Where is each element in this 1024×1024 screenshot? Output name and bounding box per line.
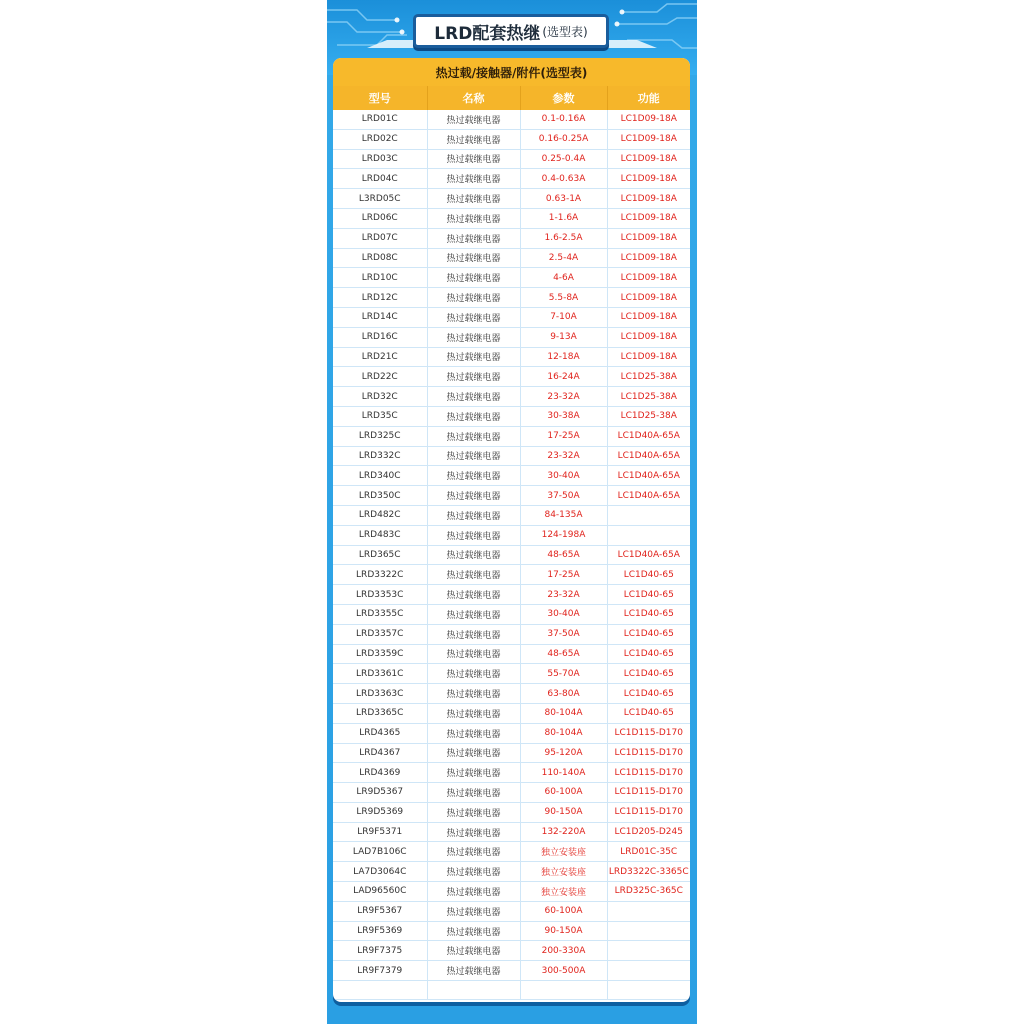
table-row [333, 624, 690, 644]
cell-model: LRD483C [333, 525, 427, 545]
table-row-empty [333, 981, 690, 1000]
table-row [333, 189, 690, 209]
cell-param: 84-135A [520, 505, 607, 525]
cell-model: LRD02C [333, 129, 427, 149]
table-row [333, 505, 690, 525]
table-row [333, 961, 690, 981]
cell-model: LRD06C [333, 208, 427, 228]
cell-param: 0.16-0.25A [520, 129, 607, 149]
table-row [333, 446, 690, 466]
cell-model: LA7D3064C [333, 862, 427, 882]
cell-model: LRD4369 [333, 763, 427, 783]
cell-model: LRD12C [333, 288, 427, 308]
cell-param: 1-1.6A [520, 208, 607, 228]
cell-function: LC1D115-D170 [607, 723, 690, 743]
cell-model: LR9F7379 [333, 961, 427, 981]
table-row [333, 862, 690, 882]
cell-function [607, 525, 690, 545]
cell-name: 热过载继电器 [427, 525, 520, 545]
cell-param: 30-38A [520, 406, 607, 426]
cell-name: 热过载继电器 [427, 684, 520, 704]
cell-param: 4-6A [520, 268, 607, 288]
cell-param: 2.5-4A [520, 248, 607, 268]
cell-name: 热过载继电器 [427, 387, 520, 407]
cell-function: LC1D40-65 [607, 624, 690, 644]
cell-model: LRD340C [333, 466, 427, 486]
cell-model: LRD3359C [333, 644, 427, 664]
cell-model: LR9D5369 [333, 802, 427, 822]
cell-name: 热过载继电器 [427, 446, 520, 466]
table-row [333, 149, 690, 169]
cell-param: 23-32A [520, 446, 607, 466]
table-row [333, 763, 690, 783]
cell-name: 热过载继电器 [427, 901, 520, 921]
cell-param: 30-40A [520, 466, 607, 486]
cell-param: 37-50A [520, 624, 607, 644]
table-row [333, 327, 690, 347]
table-row [333, 585, 690, 605]
cell-model: LAD7B106C [333, 842, 427, 862]
cell-name: 热过载继电器 [427, 307, 520, 327]
table-row [333, 723, 690, 743]
cell-name: 热过载继电器 [427, 149, 520, 169]
cell-name: 热过载继电器 [427, 426, 520, 446]
table-row [333, 347, 690, 367]
cell-model: LRD365C [333, 545, 427, 565]
cell-param: 95-120A [520, 743, 607, 763]
header-name: 名称 [427, 86, 520, 110]
cell-model: LRD4367 [333, 743, 427, 763]
cell-function: LC1D09-18A [607, 248, 690, 268]
cell-param: 17-25A [520, 426, 607, 446]
cell-param: 90-150A [520, 802, 607, 822]
table-row [333, 842, 690, 862]
cell-name: 热过载继电器 [427, 268, 520, 288]
cell-param: 5.5-8A [520, 288, 607, 308]
cell-param: 7-10A [520, 307, 607, 327]
cell-param: 110-140A [520, 763, 607, 783]
cell-function: LC1D205-D245 [607, 822, 690, 842]
cell-function: LC1D09-18A [607, 288, 690, 308]
cell-param: 37-50A [520, 486, 607, 506]
cell-param: 48-65A [520, 545, 607, 565]
cell-empty [607, 981, 690, 1000]
table-row [333, 426, 690, 446]
cell-function [607, 961, 690, 981]
cell-param: 23-32A [520, 387, 607, 407]
cell-param: 200-330A [520, 941, 607, 961]
table-row [333, 486, 690, 506]
cell-param: 23-32A [520, 585, 607, 605]
cell-model: LRD35C [333, 406, 427, 426]
cell-model: LR9F5369 [333, 921, 427, 941]
cell-param: 80-104A [520, 703, 607, 723]
cell-function: LC1D09-18A [607, 228, 690, 248]
cell-param: 12-18A [520, 347, 607, 367]
cell-empty [520, 981, 607, 1000]
cell-name: 热过载继电器 [427, 189, 520, 209]
cell-name: 热过载继电器 [427, 406, 520, 426]
cell-name: 热过载继电器 [427, 367, 520, 387]
cell-function: LC1D40A-65A [607, 466, 690, 486]
product-strip [327, 0, 697, 1024]
table-row [333, 882, 690, 902]
cell-param: 16-24A [520, 367, 607, 387]
title-main: LRD配套热继 [434, 23, 541, 44]
cell-name: 热过载继电器 [427, 882, 520, 902]
cell-function: LC1D09-18A [607, 268, 690, 288]
table-row [333, 664, 690, 684]
cell-param: 124-198A [520, 525, 607, 545]
header-function: 功能 [607, 86, 690, 110]
cell-empty [427, 981, 520, 1000]
cell-name: 热过载继电器 [427, 228, 520, 248]
cell-function: LC1D40A-65A [607, 545, 690, 565]
cell-function: LC1D40-65 [607, 684, 690, 704]
cell-name: 热过载继电器 [427, 644, 520, 664]
cell-param: 55-70A [520, 664, 607, 684]
cell-param: 60-100A [520, 901, 607, 921]
cell-model: LRD3365C [333, 703, 427, 723]
cell-function [607, 941, 690, 961]
cell-empty [333, 981, 427, 1000]
cell-name: 热过载继电器 [427, 129, 520, 149]
cell-function [607, 505, 690, 525]
cell-function: LC1D09-18A [607, 347, 690, 367]
cell-function: LC1D40-65 [607, 703, 690, 723]
cell-function: LRD325C-365C [607, 882, 690, 902]
table-row [333, 228, 690, 248]
cell-function: LC1D115-D170 [607, 783, 690, 803]
cell-model: LRD3355C [333, 604, 427, 624]
cell-model: LRD3322C [333, 565, 427, 585]
cell-name: 热过载继电器 [427, 743, 520, 763]
cell-name: 热过载继电器 [427, 723, 520, 743]
cell-name: 热过载继电器 [427, 802, 520, 822]
cell-function: LC1D40-65 [607, 604, 690, 624]
cell-model: LRD04C [333, 169, 427, 189]
cell-model: LRD22C [333, 367, 427, 387]
cell-param: 48-65A [520, 644, 607, 664]
cell-name: 热过载继电器 [427, 921, 520, 941]
cell-model: LRD3363C [333, 684, 427, 704]
cell-function: LC1D40-65 [607, 664, 690, 684]
cell-param: 9-13A [520, 327, 607, 347]
table-body [333, 110, 690, 1000]
cell-name: 热过载继电器 [427, 248, 520, 268]
cell-function: LC1D09-18A [607, 189, 690, 209]
cell-model: LRD21C [333, 347, 427, 367]
table-row [333, 110, 690, 129]
cell-name: 热过载继电器 [427, 763, 520, 783]
cell-name: 热过载继电器 [427, 783, 520, 803]
cell-name: 热过载继电器 [427, 585, 520, 605]
table-row [333, 208, 690, 228]
cell-function: LC1D40-65 [607, 585, 690, 605]
table-row [333, 129, 690, 149]
cell-function: LC1D25-38A [607, 367, 690, 387]
cell-model: LRD16C [333, 327, 427, 347]
table-row [333, 288, 690, 308]
cell-param: 30-40A [520, 604, 607, 624]
cell-model: LRD350C [333, 486, 427, 506]
table-row [333, 268, 690, 288]
cell-function: LC1D09-18A [607, 169, 690, 189]
cell-model: LRD10C [333, 268, 427, 288]
cell-model: LRD32C [333, 387, 427, 407]
cell-name: 热过载继电器 [427, 565, 520, 585]
cell-function: LC1D115-D170 [607, 802, 690, 822]
cell-model: LRD482C [333, 505, 427, 525]
title-sub: (选型表) [542, 24, 588, 39]
table-row [333, 644, 690, 664]
cell-model: LRD14C [333, 307, 427, 327]
table-row [333, 466, 690, 486]
header-model: 型号 [333, 86, 427, 110]
table-row [333, 248, 690, 268]
table-row [333, 307, 690, 327]
cell-name: 热过载继电器 [427, 961, 520, 981]
cell-param: 17-25A [520, 565, 607, 585]
cell-name: 热过载继电器 [427, 604, 520, 624]
banner-title [413, 14, 609, 48]
cell-function [607, 901, 690, 921]
cell-function [607, 921, 690, 941]
table-row [333, 802, 690, 822]
cell-function: LC1D09-18A [607, 208, 690, 228]
cell-model: LRD3361C [333, 664, 427, 684]
table-row [333, 783, 690, 803]
cell-name: 热过载继电器 [427, 842, 520, 862]
cell-name: 热过载继电器 [427, 862, 520, 882]
cell-function: LC1D09-18A [607, 149, 690, 169]
selection-table [333, 86, 690, 1000]
table-row [333, 406, 690, 426]
cell-name: 热过载继电器 [427, 941, 520, 961]
cell-function: LC1D115-D170 [607, 743, 690, 763]
cell-model: LAD96560C [333, 882, 427, 902]
cell-name: 热过载继电器 [427, 208, 520, 228]
table-row [333, 941, 690, 961]
cell-model: L3RD05C [333, 189, 427, 209]
table-row [333, 901, 690, 921]
cell-model: LRD01C [333, 110, 427, 129]
table-row [333, 743, 690, 763]
table-row [333, 604, 690, 624]
cell-function: LC1D09-18A [607, 307, 690, 327]
cell-function: LRD3322C-3365C [607, 862, 690, 882]
cell-param: 0.25-0.4A [520, 149, 607, 169]
cell-param: 0.4-0.63A [520, 169, 607, 189]
table-row [333, 703, 690, 723]
cell-function: LC1D25-38A [607, 387, 690, 407]
cell-model: LRD3353C [333, 585, 427, 605]
cell-function: LRD01C-35C [607, 842, 690, 862]
cell-function: LC1D40-65 [607, 565, 690, 585]
cell-function: LC1D09-18A [607, 327, 690, 347]
cell-function: LC1D115-D170 [607, 763, 690, 783]
cell-name: 热过载继电器 [427, 466, 520, 486]
cell-function: LC1D40A-65A [607, 426, 690, 446]
cell-name: 热过载继电器 [427, 327, 520, 347]
table-row [333, 169, 690, 189]
cell-param: 1.6-2.5A [520, 228, 607, 248]
cell-model: LRD332C [333, 446, 427, 466]
cell-function: LC1D40A-65A [607, 446, 690, 466]
cell-param: 0.63-1A [520, 189, 607, 209]
cell-name: 热过载继电器 [427, 288, 520, 308]
cell-function: LC1D09-18A [607, 110, 690, 129]
cell-model: LRD03C [333, 149, 427, 169]
cell-name: 热过载继电器 [427, 664, 520, 684]
cell-param: 独立安装座 [520, 882, 607, 902]
table-row [333, 921, 690, 941]
table-row [333, 545, 690, 565]
cell-model: LRD08C [333, 248, 427, 268]
table-caption-text: 热过载/接触器/附件(选型表) [435, 65, 588, 80]
cell-name: 热过载继电器 [427, 169, 520, 189]
cell-model: LRD3357C [333, 624, 427, 644]
selection-table-card [333, 58, 690, 1002]
cell-function: LC1D09-18A [607, 129, 690, 149]
cell-model: LR9D5367 [333, 783, 427, 803]
cell-param: 63-80A [520, 684, 607, 704]
header-param: 参数 [520, 86, 607, 110]
cell-name: 热过载继电器 [427, 505, 520, 525]
cell-param: 300-500A [520, 961, 607, 981]
cell-param: 独立安装座 [520, 862, 607, 882]
cell-model: LRD4365 [333, 723, 427, 743]
table-caption [333, 58, 690, 86]
table-row [333, 387, 690, 407]
table-row [333, 367, 690, 387]
cell-model: LR9F5371 [333, 822, 427, 842]
cell-name: 热过载继电器 [427, 347, 520, 367]
cell-name: 热过载继电器 [427, 624, 520, 644]
cell-param: 独立安装座 [520, 842, 607, 862]
cell-model: LRD325C [333, 426, 427, 446]
table-row [333, 525, 690, 545]
table-row [333, 684, 690, 704]
cell-function: LC1D40-65 [607, 644, 690, 664]
cell-param: 80-104A [520, 723, 607, 743]
cell-model: LRD07C [333, 228, 427, 248]
cell-name: 热过载继电器 [427, 486, 520, 506]
cell-param: 60-100A [520, 783, 607, 803]
table-row [333, 822, 690, 842]
cell-name: 热过载继电器 [427, 110, 520, 129]
cell-param: 132-220A [520, 822, 607, 842]
table-row [333, 565, 690, 585]
cell-param: 90-150A [520, 921, 607, 941]
cell-function: LC1D40A-65A [607, 486, 690, 506]
cell-name: 热过载继电器 [427, 545, 520, 565]
table-header-row [333, 86, 690, 110]
cell-model: LR9F7375 [333, 941, 427, 961]
cell-function: LC1D25-38A [607, 406, 690, 426]
cell-name: 热过载继电器 [427, 703, 520, 723]
cell-param: 0.1-0.16A [520, 110, 607, 129]
cell-model: LR9F5367 [333, 901, 427, 921]
cell-name: 热过载继电器 [427, 822, 520, 842]
